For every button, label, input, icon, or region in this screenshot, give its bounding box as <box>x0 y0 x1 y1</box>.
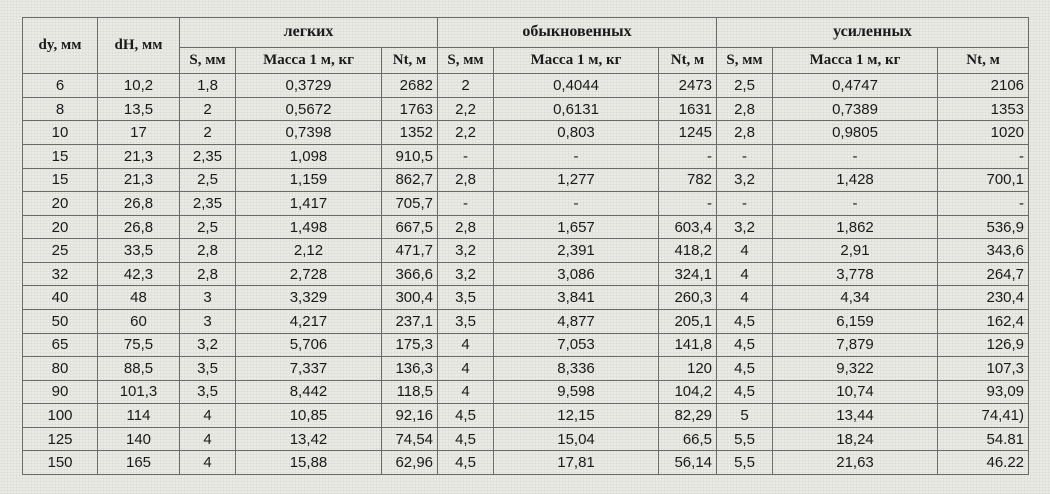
cell-dh: 17 <box>98 121 180 145</box>
cell-light-mass: 13,42 <box>236 427 382 451</box>
cell-ordinary-s: 4,5 <box>438 427 494 451</box>
cell-light-s: 4 <box>180 427 236 451</box>
cell-reinforced-nt: 46.22 <box>938 451 1029 475</box>
cell-dy: 8 <box>23 97 98 121</box>
cell-light-s: 3 <box>180 309 236 333</box>
header-ordinary-s: S, мм <box>438 47 494 74</box>
table-row <box>23 380 1029 404</box>
header-light-mass: Масса 1 м, кг <box>236 47 382 74</box>
cell-reinforced-s: 3,2 <box>717 215 773 239</box>
cell-dh: 88,5 <box>98 357 180 381</box>
cell-reinforced-s: 4,5 <box>717 333 773 357</box>
cell-ordinary-mass: - <box>494 192 659 216</box>
cell-ordinary-s: - <box>438 145 494 169</box>
cell-light-s: 3,2 <box>180 333 236 357</box>
cell-dh: 60 <box>98 309 180 333</box>
table-row <box>23 404 1029 428</box>
cell-light-s: 1,8 <box>180 74 236 98</box>
header-dy: dy, мм <box>23 18 98 74</box>
cell-reinforced-nt: 1353 <box>938 97 1029 121</box>
cell-dh: 33,5 <box>98 239 180 263</box>
cell-light-nt: 300,4 <box>382 286 438 310</box>
table-row <box>23 333 1029 357</box>
cell-ordinary-s: 3,5 <box>438 309 494 333</box>
cell-reinforced-mass: 7,879 <box>773 333 938 357</box>
cell-light-mass: 1,498 <box>236 215 382 239</box>
cell-light-s: 3 <box>180 286 236 310</box>
cell-ordinary-mass: 17,81 <box>494 451 659 475</box>
cell-ordinary-nt: 120 <box>659 357 717 381</box>
cell-ordinary-nt: - <box>659 145 717 169</box>
cell-light-s: 2,35 <box>180 192 236 216</box>
cell-light-mass: 8,442 <box>236 380 382 404</box>
header-light-s: S, мм <box>180 47 236 74</box>
cell-ordinary-nt: 205,1 <box>659 309 717 333</box>
cell-light-s: 2,35 <box>180 145 236 169</box>
cell-reinforced-nt: 93,09 <box>938 380 1029 404</box>
cell-dh: 21,3 <box>98 145 180 169</box>
cell-reinforced-nt: - <box>938 145 1029 169</box>
header-ordinary-mass: Масса 1 м, кг <box>494 47 659 74</box>
cell-reinforced-mass: 10,74 <box>773 380 938 404</box>
cell-reinforced-mass: - <box>773 192 938 216</box>
table-row <box>23 357 1029 381</box>
table-row <box>23 451 1029 475</box>
cell-reinforced-mass: - <box>773 145 938 169</box>
cell-dh: 75,5 <box>98 333 180 357</box>
cell-ordinary-mass: 2,391 <box>494 239 659 263</box>
cell-ordinary-mass: 15,04 <box>494 427 659 451</box>
cell-ordinary-s: 2,8 <box>438 168 494 192</box>
cell-light-nt: 2682 <box>382 74 438 98</box>
cell-ordinary-mass: 7,053 <box>494 333 659 357</box>
cell-dh: 165 <box>98 451 180 475</box>
cell-ordinary-mass: 0,6131 <box>494 97 659 121</box>
cell-ordinary-s: 2,2 <box>438 97 494 121</box>
cell-ordinary-mass: 3,841 <box>494 286 659 310</box>
cell-ordinary-nt: 82,29 <box>659 404 717 428</box>
cell-reinforced-mass: 0,9805 <box>773 121 938 145</box>
cell-light-nt: 471,7 <box>382 239 438 263</box>
cell-ordinary-nt: 1631 <box>659 97 717 121</box>
cell-light-mass: 2,728 <box>236 262 382 286</box>
cell-ordinary-s: 3,2 <box>438 262 494 286</box>
table-row <box>23 121 1029 145</box>
cell-ordinary-nt: 1245 <box>659 121 717 145</box>
header-light-nt: Nt, м <box>382 47 438 74</box>
cell-reinforced-mass: 18,24 <box>773 427 938 451</box>
cell-light-nt: 1352 <box>382 121 438 145</box>
pipe-spec-table <box>22 17 1029 475</box>
cell-light-nt: 175,3 <box>382 333 438 357</box>
cell-light-mass: 2,12 <box>236 239 382 263</box>
cell-reinforced-s: 4 <box>717 239 773 263</box>
cell-dy: 125 <box>23 427 98 451</box>
cell-dh: 42,3 <box>98 262 180 286</box>
cell-light-nt: 862,7 <box>382 168 438 192</box>
header-dh: dH, мм <box>98 18 180 74</box>
cell-reinforced-mass: 3,778 <box>773 262 938 286</box>
cell-ordinary-mass: - <box>494 145 659 169</box>
cell-ordinary-mass: 0,803 <box>494 121 659 145</box>
cell-reinforced-nt: 54.81 <box>938 427 1029 451</box>
cell-ordinary-s: 2,8 <box>438 215 494 239</box>
cell-light-nt: 237,1 <box>382 309 438 333</box>
cell-light-nt: 667,5 <box>382 215 438 239</box>
cell-reinforced-mass: 0,7389 <box>773 97 938 121</box>
header-reinforced-s: S, мм <box>717 47 773 74</box>
cell-dh: 101,3 <box>98 380 180 404</box>
cell-reinforced-nt: 230,4 <box>938 286 1029 310</box>
cell-light-nt: 136,3 <box>382 357 438 381</box>
table-row <box>23 309 1029 333</box>
cell-light-nt: 366,6 <box>382 262 438 286</box>
cell-light-mass: 10,85 <box>236 404 382 428</box>
cell-dh: 26,8 <box>98 192 180 216</box>
cell-light-mass: 5,706 <box>236 333 382 357</box>
table-body <box>23 18 1029 475</box>
cell-ordinary-nt: 56,14 <box>659 451 717 475</box>
cell-dy: 25 <box>23 239 98 263</box>
cell-dh: 13,5 <box>98 97 180 121</box>
header-row-groups <box>23 18 1029 48</box>
cell-reinforced-nt: 162,4 <box>938 309 1029 333</box>
cell-dy: 90 <box>23 380 98 404</box>
cell-dh: 10,2 <box>98 74 180 98</box>
table-row <box>23 74 1029 98</box>
cell-reinforced-mass: 0,4747 <box>773 74 938 98</box>
cell-light-mass: 1,159 <box>236 168 382 192</box>
cell-dy: 15 <box>23 145 98 169</box>
cell-light-mass: 0,3729 <box>236 74 382 98</box>
cell-reinforced-nt: 74,41) <box>938 404 1029 428</box>
cell-light-nt: 118,5 <box>382 380 438 404</box>
cell-light-mass: 0,5672 <box>236 97 382 121</box>
cell-reinforced-s: 2,5 <box>717 74 773 98</box>
cell-reinforced-mass: 9,322 <box>773 357 938 381</box>
cell-reinforced-mass: 1,862 <box>773 215 938 239</box>
cell-reinforced-s: 3,2 <box>717 168 773 192</box>
cell-reinforced-s: 5 <box>717 404 773 428</box>
table-row <box>23 215 1029 239</box>
cell-light-nt: 705,7 <box>382 192 438 216</box>
cell-reinforced-mass: 2,91 <box>773 239 938 263</box>
table-row <box>23 262 1029 286</box>
cell-reinforced-s: 5,5 <box>717 427 773 451</box>
cell-reinforced-s: 4,5 <box>717 309 773 333</box>
cell-ordinary-nt: 141,8 <box>659 333 717 357</box>
cell-reinforced-nt: 343,6 <box>938 239 1029 263</box>
cell-ordinary-nt: 66,5 <box>659 427 717 451</box>
cell-reinforced-s: 2,8 <box>717 121 773 145</box>
cell-reinforced-s: 4 <box>717 286 773 310</box>
table-row <box>23 239 1029 263</box>
cell-ordinary-s: - <box>438 192 494 216</box>
cell-reinforced-nt: 126,9 <box>938 333 1029 357</box>
cell-dy: 10 <box>23 121 98 145</box>
cell-dh: 21,3 <box>98 168 180 192</box>
cell-light-s: 2 <box>180 97 236 121</box>
cell-reinforced-s: 4,5 <box>717 380 773 404</box>
cell-light-s: 2,8 <box>180 262 236 286</box>
cell-reinforced-mass: 1,428 <box>773 168 938 192</box>
cell-reinforced-nt: 264,7 <box>938 262 1029 286</box>
cell-reinforced-s: 4 <box>717 262 773 286</box>
cell-reinforced-s: - <box>717 192 773 216</box>
table-row <box>23 427 1029 451</box>
cell-ordinary-s: 4 <box>438 333 494 357</box>
cell-reinforced-s: 2,8 <box>717 97 773 121</box>
cell-light-mass: 0,7398 <box>236 121 382 145</box>
cell-light-nt: 92,16 <box>382 404 438 428</box>
cell-reinforced-s: - <box>717 145 773 169</box>
cell-reinforced-mass: 4,34 <box>773 286 938 310</box>
cell-light-nt: 910,5 <box>382 145 438 169</box>
cell-dy: 50 <box>23 309 98 333</box>
cell-ordinary-mass: 12,15 <box>494 404 659 428</box>
cell-ordinary-nt: 603,4 <box>659 215 717 239</box>
cell-light-nt: 62,96 <box>382 451 438 475</box>
header-reinforced-mass: Масса 1 м, кг <box>773 47 938 74</box>
cell-light-mass: 1,098 <box>236 145 382 169</box>
cell-ordinary-mass: 1,657 <box>494 215 659 239</box>
cell-dh: 140 <box>98 427 180 451</box>
cell-dy: 15 <box>23 168 98 192</box>
cell-ordinary-s: 4,5 <box>438 404 494 428</box>
cell-dh: 26,8 <box>98 215 180 239</box>
cell-reinforced-mass: 13,44 <box>773 404 938 428</box>
table-row <box>23 97 1029 121</box>
cell-ordinary-mass: 9,598 <box>494 380 659 404</box>
cell-dy: 40 <box>23 286 98 310</box>
cell-reinforced-mass: 21,63 <box>773 451 938 475</box>
cell-ordinary-nt: 2473 <box>659 74 717 98</box>
cell-ordinary-nt: 324,1 <box>659 262 717 286</box>
cell-ordinary-nt: 260,3 <box>659 286 717 310</box>
cell-ordinary-mass: 8,336 <box>494 357 659 381</box>
cell-light-s: 3,5 <box>180 357 236 381</box>
cell-ordinary-mass: 3,086 <box>494 262 659 286</box>
table-row <box>23 286 1029 310</box>
cell-reinforced-s: 4,5 <box>717 357 773 381</box>
cell-ordinary-mass: 4,877 <box>494 309 659 333</box>
cell-light-s: 2 <box>180 121 236 145</box>
cell-light-s: 4 <box>180 404 236 428</box>
header-group-ordinary: обыкновенных <box>438 18 717 48</box>
cell-reinforced-nt: 107,3 <box>938 357 1029 381</box>
cell-reinforced-nt: 2106 <box>938 74 1029 98</box>
cell-light-nt: 1763 <box>382 97 438 121</box>
cell-dy: 6 <box>23 74 98 98</box>
cell-dy: 65 <box>23 333 98 357</box>
table-row <box>23 192 1029 216</box>
table-row <box>23 168 1029 192</box>
cell-light-s: 2,8 <box>180 239 236 263</box>
cell-ordinary-s: 2 <box>438 74 494 98</box>
cell-ordinary-nt: 104,2 <box>659 380 717 404</box>
cell-ordinary-nt: 782 <box>659 168 717 192</box>
cell-dh: 48 <box>98 286 180 310</box>
cell-dy: 80 <box>23 357 98 381</box>
cell-ordinary-mass: 0,4044 <box>494 74 659 98</box>
cell-dh: 114 <box>98 404 180 428</box>
cell-reinforced-nt: 1020 <box>938 121 1029 145</box>
table-row <box>23 145 1029 169</box>
cell-ordinary-nt: - <box>659 192 717 216</box>
header-group-reinforced: усиленных <box>717 18 1029 48</box>
cell-light-s: 4 <box>180 451 236 475</box>
cell-ordinary-s: 3,2 <box>438 239 494 263</box>
cell-reinforced-nt: - <box>938 192 1029 216</box>
cell-light-s: 2,5 <box>180 215 236 239</box>
cell-dy: 150 <box>23 451 98 475</box>
cell-dy: 100 <box>23 404 98 428</box>
cell-dy: 32 <box>23 262 98 286</box>
cell-ordinary-s: 4,5 <box>438 451 494 475</box>
cell-reinforced-nt: 700,1 <box>938 168 1029 192</box>
header-ordinary-nt: Nt, м <box>659 47 717 74</box>
cell-light-s: 2,5 <box>180 168 236 192</box>
cell-ordinary-s: 3,5 <box>438 286 494 310</box>
cell-light-nt: 74,54 <box>382 427 438 451</box>
cell-reinforced-mass: 6,159 <box>773 309 938 333</box>
cell-ordinary-nt: 418,2 <box>659 239 717 263</box>
cell-reinforced-nt: 536,9 <box>938 215 1029 239</box>
cell-light-mass: 7,337 <box>236 357 382 381</box>
cell-dy: 20 <box>23 192 98 216</box>
cell-light-mass: 4,217 <box>236 309 382 333</box>
header-reinforced-nt: Nt, м <box>938 47 1029 74</box>
cell-ordinary-mass: 1,277 <box>494 168 659 192</box>
header-group-light: легких <box>180 18 438 48</box>
cell-ordinary-s: 2,2 <box>438 121 494 145</box>
cell-ordinary-s: 4 <box>438 380 494 404</box>
cell-light-mass: 1,417 <box>236 192 382 216</box>
cell-reinforced-s: 5,5 <box>717 451 773 475</box>
cell-light-mass: 3,329 <box>236 286 382 310</box>
cell-ordinary-s: 4 <box>438 357 494 381</box>
cell-light-mass: 15,88 <box>236 451 382 475</box>
cell-light-s: 3,5 <box>180 380 236 404</box>
cell-dy: 20 <box>23 215 98 239</box>
